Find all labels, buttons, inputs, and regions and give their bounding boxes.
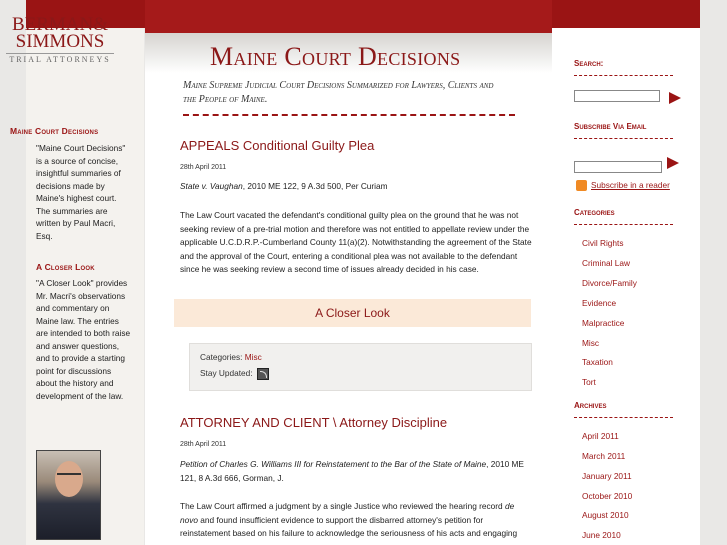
header-band: [145, 0, 552, 33]
category-link[interactable]: Malpractice: [582, 318, 625, 328]
author-portrait[interactable]: [36, 450, 101, 540]
divider: [574, 224, 673, 225]
citation-case-name: State v. Vaughan: [180, 181, 243, 191]
archive-link[interactable]: April 2011: [582, 431, 619, 441]
archive-link[interactable]: March 2011: [582, 451, 626, 461]
search-input[interactable]: [574, 90, 660, 102]
post-citation: [180, 458, 532, 485]
subscribe-heading: Subscribe Via Email: [574, 122, 647, 131]
categories-heading: Categories: [574, 208, 615, 217]
left-heading-closer-look: A Closer Look: [36, 262, 95, 272]
closer-look-label: A Closer Look: [315, 306, 390, 320]
citation-reporter: , 2010 ME 122, 9 A.3d 500, Per Curiam: [242, 181, 388, 191]
divider: [574, 75, 673, 76]
post-title-appeals[interactable]: APPEALS Conditional Guilty Plea: [180, 138, 375, 153]
category-link[interactable]: Evidence: [582, 298, 617, 308]
subscribe-submit-icon[interactable]: [667, 157, 679, 169]
post-meta-box: [189, 343, 532, 391]
divider: [574, 138, 673, 139]
page-margin: [700, 0, 727, 545]
body-text: The Law Court affirmed a judgment by a single Justice who reviewed the hearing record: [180, 501, 505, 511]
subscribe-reader-link[interactable]: Subscribe in a reader: [591, 180, 670, 190]
logo-name-line2: SIMMONS: [15, 31, 105, 52]
categories-label: Categories:: [200, 352, 245, 362]
rss-icon[interactable]: [576, 180, 587, 191]
search-heading: Search:: [574, 59, 604, 68]
firm-logo[interactable]: [6, 16, 114, 64]
citation-reporter: , 2010 ME 121, 8 A.3d 666, Gorman, J.: [180, 459, 524, 483]
post-body: [180, 500, 532, 541]
archive-link[interactable]: October 2010: [582, 491, 633, 501]
left-text-court-decisions: "Maine Court Decisions" is a source of concise, insightful summaries of decisions made by Maine's highest court. The summaries are written by Paul Macri, Esq.: [36, 143, 126, 241]
category-link[interactable]: Misc: [582, 338, 600, 348]
divider: [574, 417, 673, 418]
post-date: 28th April 2011: [180, 441, 227, 448]
portrait-glasses: [57, 473, 81, 481]
logo-name-line1: BERMAN&: [11, 14, 109, 35]
stay-updated-label: Stay Updated:: [200, 368, 255, 379]
archive-link[interactable]: June 2010: [582, 530, 621, 540]
category-link[interactable]: Taxation: [582, 357, 613, 367]
search-submit-icon[interactable]: [669, 92, 681, 104]
archive-link[interactable]: August 2010: [582, 510, 629, 520]
page-title[interactable]: Maine Court Decisions: [210, 42, 461, 71]
category-link[interactable]: Tort: [582, 377, 596, 387]
email-field[interactable]: [574, 161, 662, 173]
category-link[interactable]: Criminal Law: [582, 258, 630, 268]
site-tagline: Maine Supreme Judicial Court Decisions Summarized for Lawyers, Clients and the People of Maine.: [183, 80, 494, 105]
closer-look-banner[interactable]: [174, 299, 531, 327]
post-body: The Law Court vacated the defendant's conditional guilty plea on the ground that he was not seeking review of a pre-trial motion and therefore was not entitled to appellate review under the applicable U.C.D.R.P.-Cumberland County 11(a)(2). Notwithstanding the agreement of the State and the approval of the Court, entering a conditional plea was not available to the defendant since he was seeking review a second time of issues already decided in his case.: [180, 210, 532, 274]
stay-updated-line: [200, 368, 269, 380]
body-text: and found insufficient evidence to support the disbarred attorney's petition for reinstatement based on his failure to acknowledge the seriousness of his acts and engaging: [180, 514, 518, 538]
citation-case-name: Petition of Charles G. Williams III for Reinstatement to the Bar of the State of Maine: [180, 459, 487, 469]
body-italic: de novo: [180, 501, 515, 525]
category-link[interactable]: Civil Rights: [582, 238, 624, 248]
categories-line: [200, 352, 262, 362]
category-link-misc[interactable]: Misc: [244, 352, 262, 362]
post-citation: [180, 180, 532, 194]
left-heading-court-decisions: Maine Court Decisions: [10, 126, 99, 136]
feed-icon[interactable]: [257, 368, 269, 380]
archives-heading: Archives: [574, 401, 607, 410]
tagline-divider: [183, 114, 515, 116]
category-link[interactable]: Divorce/Family: [582, 278, 637, 288]
post-title-attorney[interactable]: ATTORNEY AND CLIENT \ Attorney Discipline: [180, 415, 448, 430]
logo-subtitle: TRIAL ATTORNEYS: [6, 53, 114, 64]
archive-link[interactable]: January 2011: [582, 471, 632, 481]
left-text-closer-look: "A Closer Look" provides Mr. Macri's observations and commentary on Maine law. The entries are intended to both raise and answer questions, and to provide a starting point for discussions about the history and development of the law.: [36, 278, 131, 401]
post-date: 28th April 2011: [180, 164, 227, 171]
